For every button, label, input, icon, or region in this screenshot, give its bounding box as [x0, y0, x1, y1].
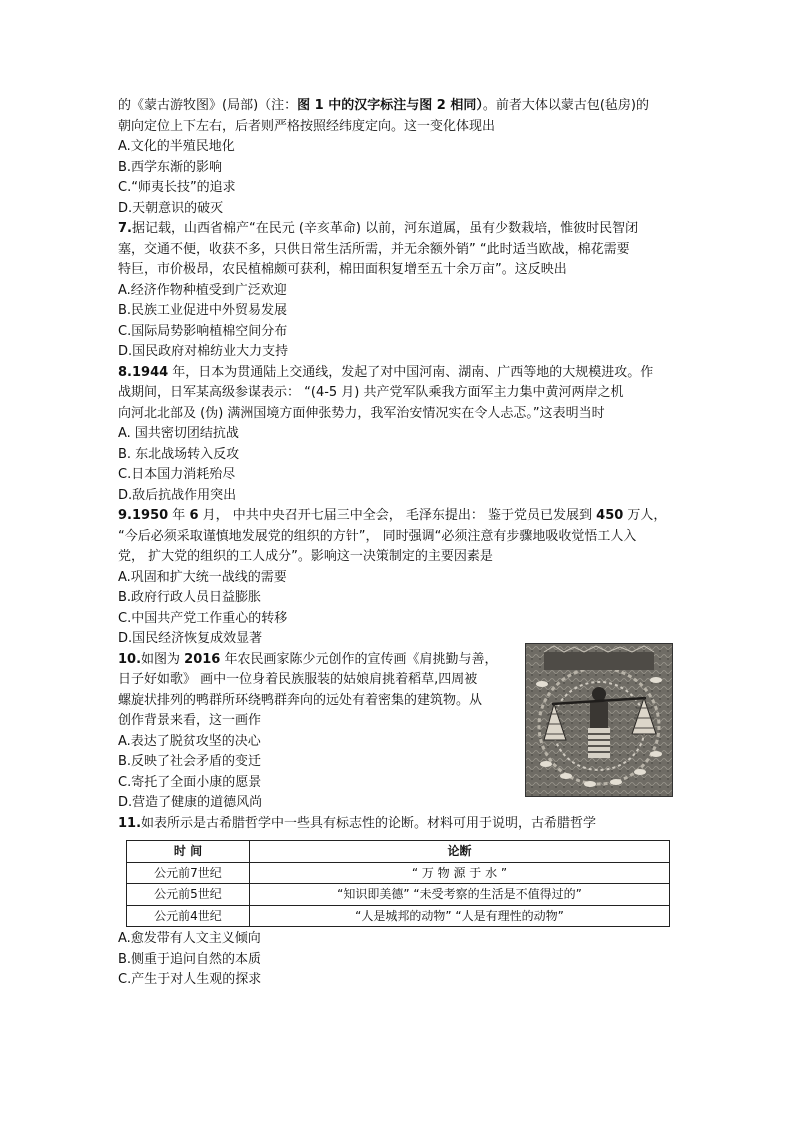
- q10-block: [118, 650, 518, 814]
- q6-line-1: [118, 96, 678, 117]
- q10-stem-4: 创作背景来看，这一画作: [118, 713, 262, 728]
- q6-option-a: A.文化的半殖民地化: [118, 139, 235, 154]
- q8-option-c: C.日本国力消耗殆尽: [118, 467, 236, 482]
- q6-option-c: C.“师夷长技”的追求: [118, 180, 236, 195]
- q8-option-a: A. 国共密切团结抗战: [118, 426, 239, 441]
- q10-text: 如图为: [141, 651, 185, 667]
- q6-option-d: D.天朝意识的破灭: [118, 200, 224, 216]
- table-header-row: [127, 841, 670, 863]
- q7-option-c: C.国际局势影响植棉空间分布: [118, 323, 288, 339]
- q10-option-b: B.反映了社会矛盾的变迁: [118, 754, 262, 769]
- q11-number: 11.: [118, 815, 142, 831]
- q10-text: 年农民画家陈少元创作的宣传画《肩挑勤与善，: [220, 651, 498, 667]
- q7-text: 据记载，山西省棉产“在民元 (辛亥革命) 以前，河东道属，虽有少数栽培，惟彼时民智闭: [131, 221, 639, 236]
- q6-bold-note: 图 1 中的汉字标注与图 2 相同）: [297, 98, 483, 113]
- q9-stem-3: 党， 扩大党的组织的工人成分”。影响这一决策制定的主要因素是: [118, 549, 493, 564]
- q11-option-a: A.愈发带有人文主义倾向: [118, 931, 261, 946]
- q10-option-d: D.营造了健康的道德风尚: [118, 795, 263, 810]
- table-header-claim: 论断: [250, 841, 670, 863]
- q9-text: 万人，: [623, 508, 667, 523]
- q8-year: 1944: [131, 364, 169, 380]
- q8-option-b: B. 东北战场转入反攻: [118, 446, 240, 462]
- q10-stem-3: 螺旋状排列的鸭群所环绕鸭群奔向的远处有着密集的建筑物。从: [118, 692, 483, 708]
- farmer-painting-image: [525, 643, 673, 797]
- q6-line-2: 朝向定位上下左右，后者则严格按照经纬度定向。这一变化体现出: [118, 118, 496, 134]
- table-cell-claim: “人是城邦的动物” “人是有理性的动物”: [250, 905, 670, 927]
- q10-option-a: A.表达了脱贫攻坚的决心: [118, 733, 261, 749]
- q10-stem-2: 日子好如歌》 画中一位身着民族服装的姑娘肩挑着稻草,四周被: [118, 672, 478, 687]
- painting-svg: [526, 644, 672, 796]
- q9-count: 450: [596, 508, 624, 523]
- q9-text: 年: [168, 508, 190, 523]
- table-row: [127, 905, 670, 927]
- q11-stem: [118, 814, 678, 835]
- q9-text: 月， 中共中央召开七届三中全会， 毛泽东提出： 鉴于党员已发展到: [198, 508, 597, 523]
- table-cell-time: 公元前7世纪: [127, 862, 250, 884]
- q9-option-d: D.国民经济恢复成效显著: [118, 631, 263, 646]
- q11-option-c: C.产生于对人生观的探求: [118, 972, 262, 987]
- q7-stem-2: 塞，交通不便，收获不多，只供日常生活所需，并无余额外销” “此时适当欧战，棉花需要: [118, 241, 630, 257]
- q10-option-c: C.寄托了全面小康的愿景: [118, 774, 262, 790]
- q10-year: 2016: [184, 651, 221, 667]
- q9-month: 6: [189, 508, 199, 523]
- q9-year: 1950: [131, 508, 169, 523]
- q11-text: 如表所示是古希腊哲学中一些具有标志性的论断。材料可用于说明，古希腊哲学: [141, 815, 597, 831]
- q9-option-b: B.政府行政人员日益膨胀: [118, 590, 262, 605]
- q8-option-d: D.敌后抗战作用突出: [118, 487, 237, 503]
- q6-option-b: B.西学东渐的影响: [118, 159, 223, 175]
- table-cell-time: 公元前5世纪: [127, 884, 250, 906]
- table-cell-time: 公元前4世纪: [127, 905, 250, 927]
- q7-stem-1: [118, 219, 678, 240]
- q7-number: 7.: [118, 221, 132, 236]
- q7-option-d: D.国民政府对棉纺业大力支持: [118, 344, 289, 359]
- q11-option-b: B.侧重于追问自然的本质: [118, 951, 262, 967]
- q9-option-a: A.巩固和扩大统一战线的需要: [118, 569, 287, 585]
- q9-option-c: C.中国共产党工作重心的转移: [118, 610, 288, 626]
- q9-stem-2: “今后必须采取谨慎地发展党的组织的方针”， 同时强调“必须注意有步骤地吸收觉悟工人入: [118, 528, 637, 544]
- q9-stem-1: [118, 506, 678, 527]
- q6-text: 的《蒙古游牧图》(局部)（注：: [118, 98, 298, 113]
- q8-number: 8.: [118, 364, 132, 380]
- q8-stem-1: [118, 363, 678, 384]
- philosophy-table: [126, 840, 670, 927]
- q8-text: 年，日本为贯通陆上交通线，发起了对中国河南、湖南、广西等地的大规模进攻。作: [168, 364, 654, 380]
- q7-option-a: A.经济作物种植受到广泛欢迎: [118, 282, 287, 298]
- q10-stem-1: [118, 650, 518, 671]
- table-cell-claim: “知识即美德” “未受考察的生活是不值得过的”: [250, 884, 670, 906]
- q9-number: 9.: [118, 508, 132, 523]
- q8-stem-2: 战期间，日军某高级参谋表示： “(4-5 月) 共产党军队乘我方面军主力集中黄河两岸之机: [118, 385, 624, 400]
- table-row: [127, 884, 670, 906]
- q7-option-b: B.民族工业促进中外贸易发展: [118, 303, 288, 318]
- table-cell-claim: “ 万 物 源 于 水 ”: [250, 862, 670, 884]
- table-header-time: 时 间: [127, 841, 250, 863]
- table-row: [127, 862, 670, 884]
- content: [118, 96, 678, 991]
- q6-text: 。前者大体以蒙古包(毡房)的: [482, 98, 650, 113]
- q10-number: 10.: [118, 651, 142, 667]
- q7-stem-3: 特巨，市价极昂，农民植棉颇可获利，棉田面积复增至五十余万亩”。这反映出: [118, 262, 567, 277]
- q8-stem-3: 向河北北部及 (伪) 满洲国境方面伸张势力，我军治安情况实在令人忐忑。”这表明当时: [118, 405, 605, 421]
